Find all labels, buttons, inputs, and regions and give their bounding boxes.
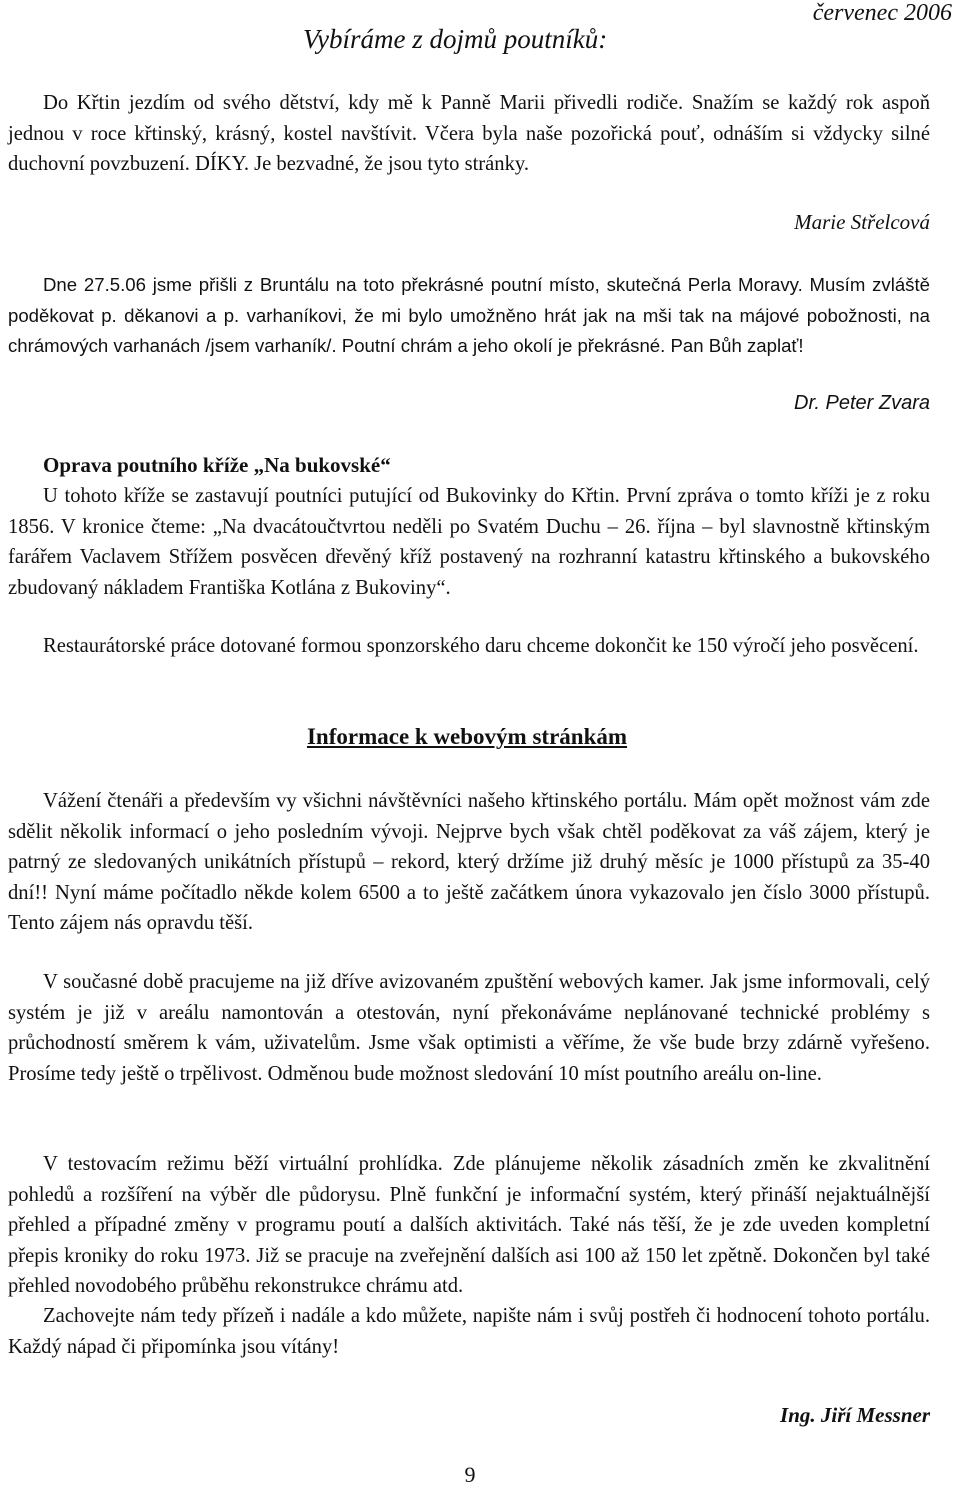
web-section-paragraph-4: Zachovejte nám tedy přízeň i nadále a kdo můžete, napište nám i svůj postřeh či hodnocení tohoto portálu. Každý nápad či připomínka jsou vítány!: [8, 1305, 930, 1358]
cross-section-paragraph-1: U tohoto kříže se zastavují poutníci putující od Bukovinky do Křtin. První zpráva o tomto kříži je z roku 1856. V kronice čteme: „Na dvacátoučtvrtou neděli po Svatém Duchu – 26. října – byl slavnostně křtinským farářem Vaclavem Střížem posvěcen dřevěný kříž postavený na rozhranní katastru křtinského a bukovského zbudovaný nákladem Františka Kotlána z Bukoviny“.: [8, 485, 930, 599]
testimonial-2-author: Dr. Peter Zvara: [794, 392, 930, 414]
header-date: červenec 2006: [812, 0, 952, 26]
web-section-heading: Informace k webovým stránkám: [306, 724, 628, 749]
testimonial-1-author: Marie Střelcová: [794, 210, 930, 234]
cross-section-heading: Oprava poutního kříže „Na bukovské“: [43, 453, 391, 477]
web-section-paragraph-2: V současné době pracujeme na již dříve avizovaném zpuštění webových kamer. Jak jsme informovali, celý systém je již v areálu namontován a otestován, nyní překonáváme neplánované technické problémy s průchodností směrem k vám, uživatelům. Jsme však optimisti a věříme, že vše bude brzy zdárně vyřešeno. Prosíme tedy ještě o trpělivost. Odměnou bude možnost sledování 10 míst poutního areálu on-line.: [8, 971, 930, 1085]
page-number: 9: [464, 1462, 476, 1487]
web-section-author: Ing. Jiří Messner: [780, 1403, 930, 1427]
web-section-paragraph-1: Vážení čtenáři a především vy všichni návštěvníci našeho křtinského portálu. Mám opět možnost vám zde sdělit několik informací o jeho posledním vývoji. Nejprve bych však chtěl poděkovat za váš zájem, který je patrný ze sledovaných unikátních přístupů – rekord, který držíme již druhý měsíc je 1000 přístupů za 35-40 dní!! Nyní máme počítadlo někde kolem 6500 a to ještě začátkem února vykazovalo jen číslo 3000 přístupů. Tento zájem nás opravdu těší.: [8, 790, 930, 934]
web-section-paragraph-3: V testovacím režimu běží virtuální prohlídka. Zde plánujeme několik zásadních změn ke zkvalitnění pohledů a rozšíření na výběr dle půdorysu. Plně funkční je informační systém, který přináší nejaktuálnější přehled a případné změny v programu poutí a dalších aktivitách. Také nás těší, že je zde uveden kompletní přepis kroniky do roku 1973. Již se pracuje na zveřejnění dalších asi 100 až 150 let zpětně. Dokončen byl také přehled novodobého průběhu rekonstrukce chrámu atd.: [8, 1153, 930, 1297]
cross-section-paragraph-2: Restaurátorské práce dotované formou sponzorského daru chceme dokončit ke 150 výročí jeho posvěcení.: [43, 635, 919, 657]
header-title: Vybíráme z dojmů poutníků:: [303, 24, 608, 54]
testimonial-2-text: Dne 27.5.06 jsme přišli z Bruntálu na toto překrásné poutní místo, skutečná Perla Moravy. Musím zvláště poděkovat p. děkanovi a p. varhaníkovi, že mi bylo umožněno hrát jak na mši tak na májové pobožnosti, na chrámových varhanách /jsem varhaník/. Poutní chrám a jeho okolí je překrásné. Pan Bůh zaplať!: [8, 274, 930, 356]
testimonial-1-text: Do Křtin jezdím od svého dětství, kdy mě k Panně Marii přivedli rodiče. Snažím se každý rok aspoň jednou v roce křtinský, krásný, kostel navštívit. Včera byla naše pozořická pouť, odnáším si vždycky silné duchovní povzbuzení. DÍKY. Je bezvadné, že jsou tyto stránky.: [8, 92, 930, 175]
